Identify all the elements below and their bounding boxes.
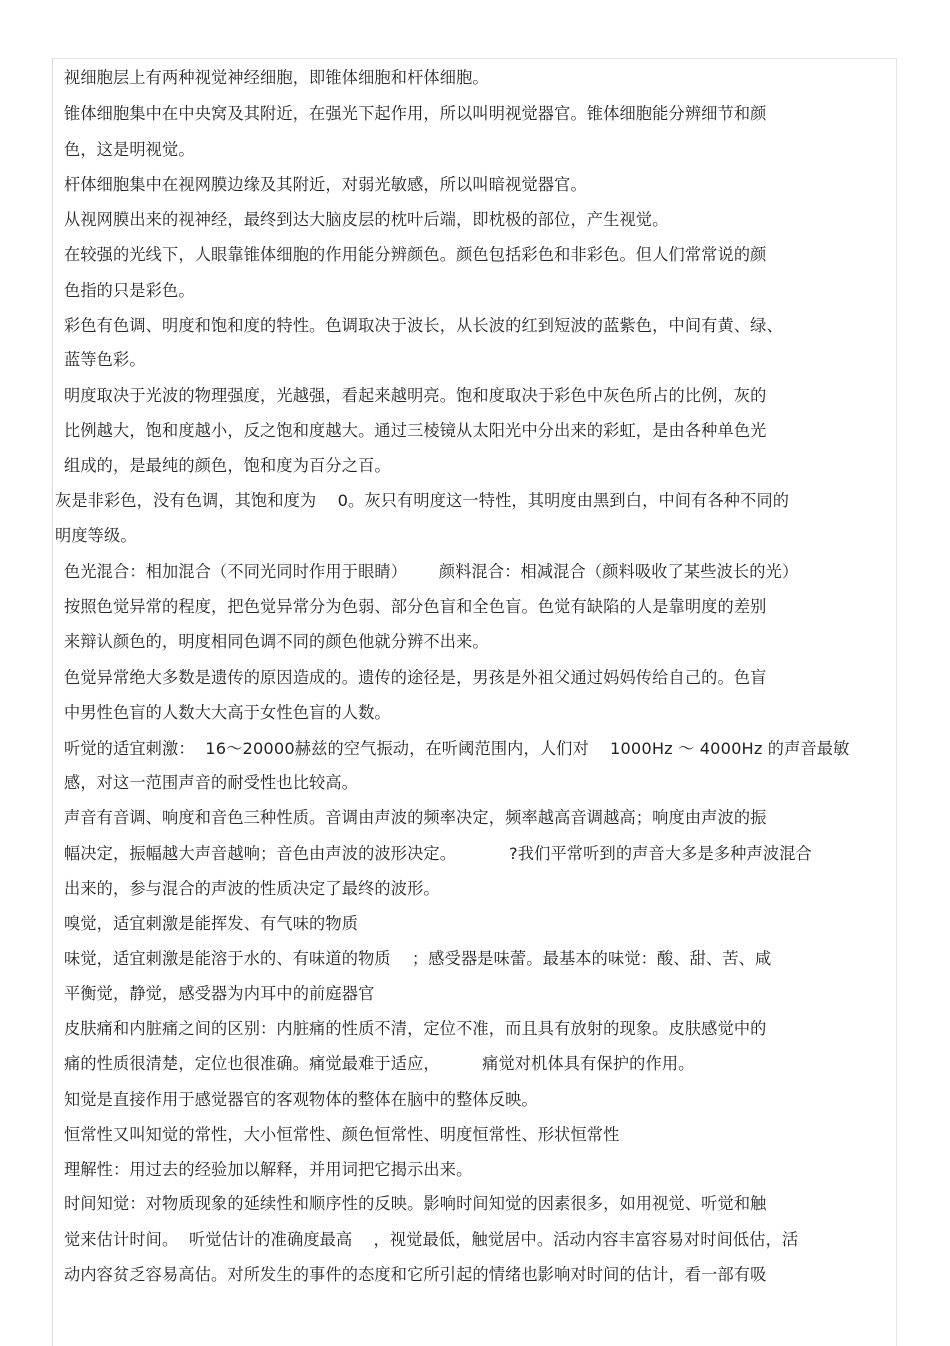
- text-line: 杆体细胞集中在视网膜边缘及其附近，对弱光敏感，所以叫暗视觉器官。: [64, 175, 587, 194]
- text-line: 锥体细胞集中在中央窝及其附近，在强光下起作用，所以叫明视觉器官。锥体细胞能分辨细节和颜: [64, 104, 767, 123]
- text-line: 皮肤痛和内脏痛之间的区别：内脏痛的性质不清，定位不准，而且具有放射的现象。皮肤感觉中的: [64, 1019, 767, 1038]
- text-line: 知觉是直接作用于感觉器官的客观物体的整体在脑中的整体反映。: [64, 1090, 538, 1109]
- text-line: 幅决定，振幅越大声音越响；音色由声波的波形决定。 ?我们平常听到的声音大多是多种声波混合: [64, 844, 812, 863]
- text-line: 嗅觉，适宜刺激是能挥发、有气味的物质: [64, 914, 359, 933]
- text-line: 痛的性质很清楚，定位也很准确。痛觉最难于适应， 痛觉对机体具有保护的作用。: [64, 1054, 695, 1073]
- text-line: 感，对这一范围声音的耐受性也比较高。: [64, 773, 359, 792]
- text-line: 彩色有色调、明度和饱和度的特性。色调取决于波长，从长波的红到短波的蓝紫色，中间有黄、绿、: [64, 316, 783, 335]
- text-line: 来辩认颜色的，明度相同色调不同的颜色他就分辨不出来。: [64, 632, 489, 651]
- text-line: 明度取决于光波的物理强度，光越强，看起来越明亮。饱和度取决于彩色中灰色所占的比例，灰的: [64, 386, 767, 405]
- text-line: 组成的，是最纯的颜色，饱和度为百分之百。: [64, 456, 391, 475]
- text-line: 觉来估计时间。 听觉估计的准确度最高 ，视觉最低，触觉居中。活动内容丰富容易对时间低估，活: [64, 1230, 799, 1249]
- text-line: 色指的只是彩色。: [64, 281, 195, 300]
- text-line: 出来的，参与混合的声波的性质决定了最终的波形。: [64, 879, 440, 898]
- text-line: 比例越大，饱和度越小，反之饱和度越大。通过三棱镜从太阳光中分出来的彩虹，是由各种单色光: [64, 421, 767, 440]
- text-line: 听觉的适宜刺激： 16～20000赫兹的空气振动，在听阈范围内，人们对 1000Hz ～ 4000Hz 的声音最敏: [64, 739, 850, 758]
- text-line: 视细胞层上有两种视觉神经细胞，即锥体细胞和杆体细胞。: [64, 68, 489, 87]
- text-line: 灰是非彩色，没有色调，其饱和度为 0。灰只有明度这一特性，其明度由黑到白，中间有各种不同的: [55, 491, 790, 510]
- text-line: 声音有音调、响度和音色三种性质。音调由声波的频率决定，频率越高音调越高；响度由声波的振: [64, 808, 767, 827]
- text-line: 在较强的光线下，人眼靠锥体细胞的作用能分辨颜色。颜色包括彩色和非彩色。但人们常常说的颜: [64, 245, 767, 264]
- text-line: 动内容贫乏容易高估。对所发生的事件的态度和它所引起的情绪也影响对时间的估计，看一部有吸: [64, 1265, 767, 1284]
- text-line: 中男性色盲的人数大大高于女性色盲的人数。: [64, 703, 391, 722]
- text-line: 按照色觉异常的程度，把色觉异常分为色弱、部分色盲和全色盲。色觉有缺陷的人是靠明度的差别: [64, 597, 767, 616]
- text-line: 恒常性又叫知觉的常性，大小恒常性、颜色恒常性、明度恒常性、形状恒常性: [64, 1125, 620, 1144]
- text-line: 从视网膜出来的视神经，最终到达大脑皮层的枕叶后端，即枕极的部位，产生视觉。: [64, 210, 669, 229]
- text-line: 明度等级。: [55, 526, 137, 545]
- text-line: 蓝等色彩。: [64, 350, 146, 369]
- text-line: 色觉异常绝大多数是遗传的原因造成的。遗传的途径是，男孩是外祖父通过妈妈传给自己的。色盲: [64, 668, 767, 687]
- text-line: 时间知觉：对物质现象的延续性和顺序性的反映。影响时间知觉的因素很多，如用视觉、听觉和触: [64, 1194, 767, 1213]
- text-line: 色光混合：相加混合（不同光同时作用于眼睛） 颜料混合：相减混合（颜料吸收了某些波长的光）: [64, 562, 799, 581]
- text-line: 理解性：用过去的经验加以解释，并用词把它揭示出来。: [64, 1160, 473, 1179]
- text-line: 色，这是明视觉。: [64, 140, 195, 159]
- text-line: 平衡觉，静觉，感受器为内耳中的前庭器官: [64, 984, 375, 1003]
- text-line: 味觉，适宜刺激是能溶于水的、有味道的物质 ；感受器是味蕾。最基本的味觉：酸、甜、苦、咸: [64, 949, 772, 968]
